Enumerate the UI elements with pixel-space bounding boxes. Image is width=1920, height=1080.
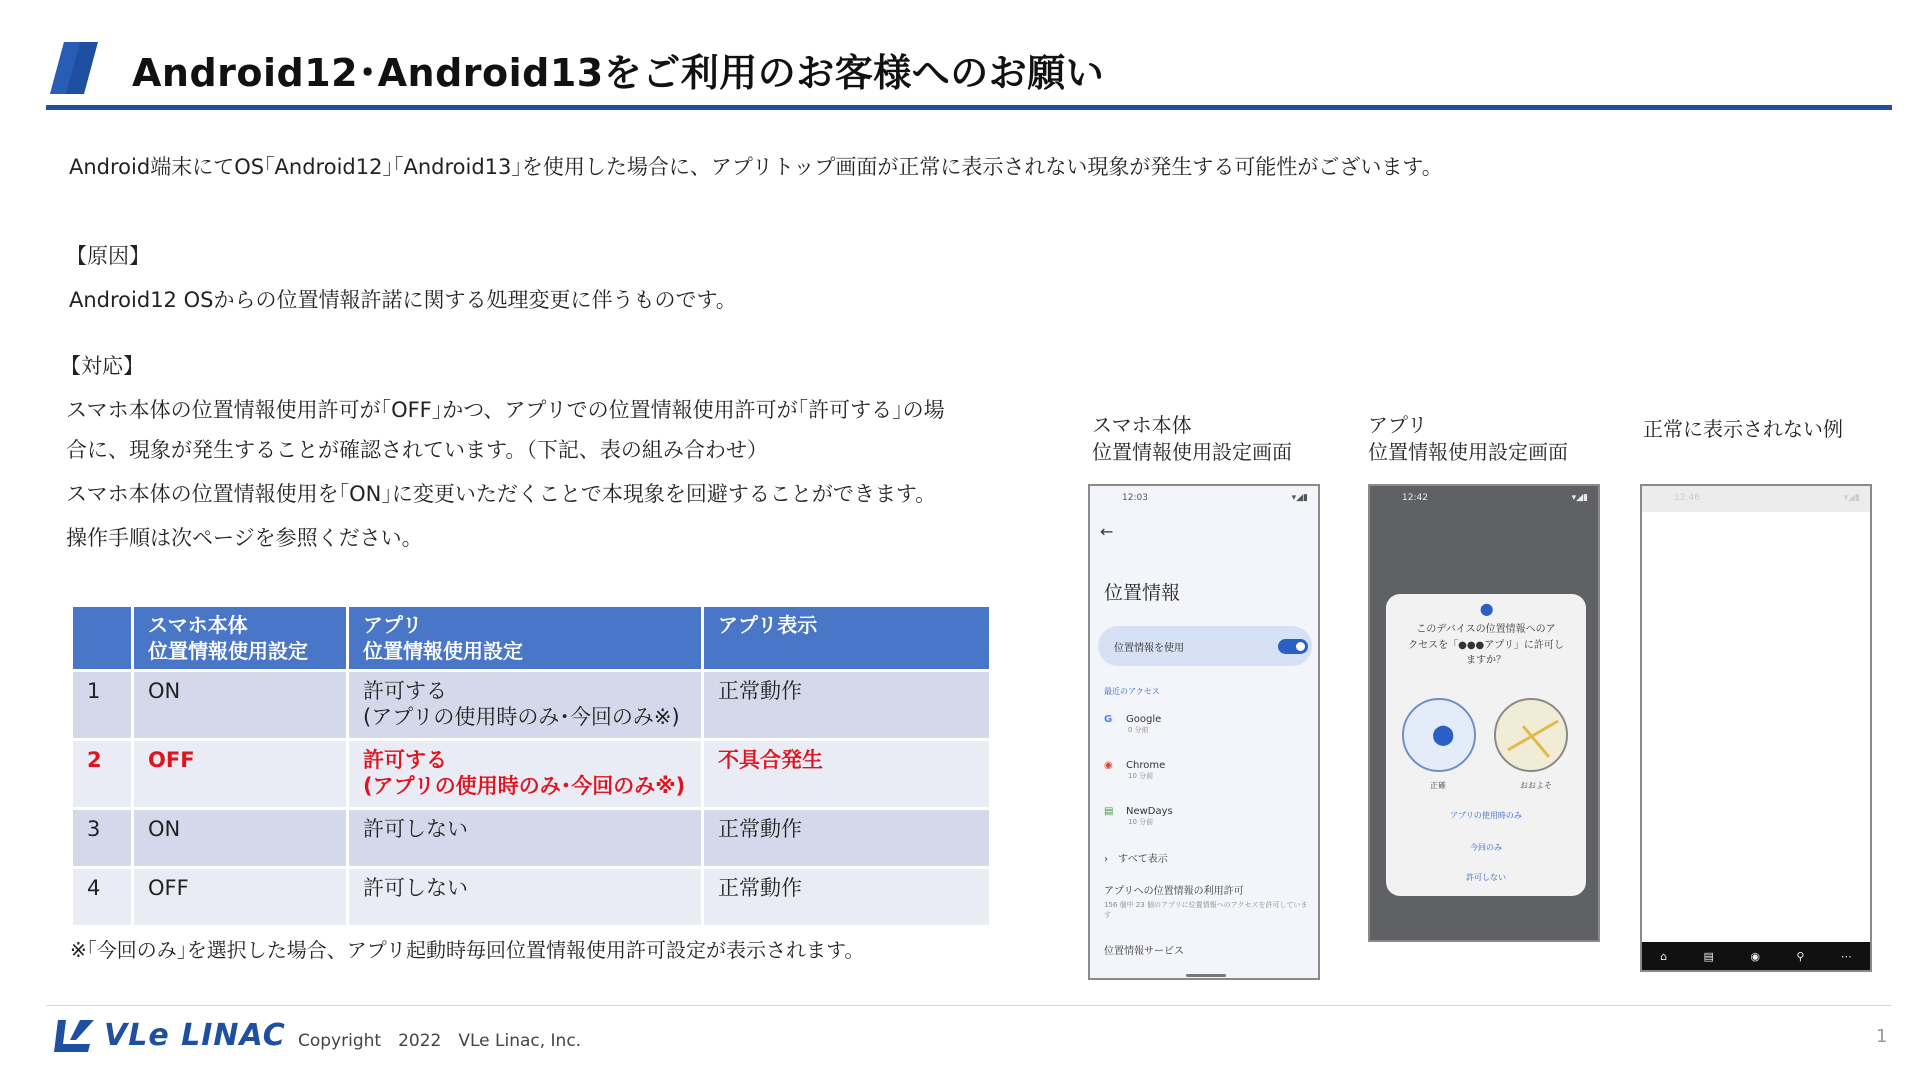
row-app-setting: 許可しない bbox=[349, 810, 701, 866]
response-line-3: スマホ本体の位置情報使用を｢ON｣に変更いただくことで本現象を回避することができます。 bbox=[66, 482, 937, 506]
question-line-3: ますか？ bbox=[1466, 655, 1506, 666]
row-app-setting: 許可しない bbox=[349, 869, 701, 925]
title-divider bbox=[46, 105, 1892, 110]
row-app-display: 不具合発生 bbox=[704, 741, 989, 807]
row-app-line-2: (アプリの使用時のみ･今回のみ※) bbox=[363, 774, 686, 799]
status-bar bbox=[1090, 486, 1318, 512]
location-icon: ⚲ bbox=[1796, 949, 1805, 963]
row-device-setting: OFF bbox=[134, 741, 346, 807]
use-location-label: 位置情報を使用 bbox=[1114, 643, 1184, 654]
table-row-alert bbox=[73, 741, 989, 807]
use-location-row bbox=[1098, 626, 1312, 666]
question-line-2: クセスを「●●●アプリ」に許可し bbox=[1408, 639, 1564, 651]
row-app-line-1: 許可する bbox=[363, 679, 447, 703]
status-time: 12:46 bbox=[1674, 493, 1700, 503]
status-bar bbox=[1370, 486, 1598, 512]
app-meta: 0 分前 bbox=[1128, 726, 1149, 734]
google-icon: G bbox=[1104, 714, 1113, 725]
cause-label: 【原因】 bbox=[66, 244, 150, 268]
location-services-item: 位置情報サービス bbox=[1104, 946, 1184, 957]
status-time: 12:03 bbox=[1122, 493, 1148, 503]
gesture-bar bbox=[1186, 974, 1226, 977]
caption-device-line-1: スマホ本体 bbox=[1092, 413, 1192, 437]
permission-description: 156 個中 23 個のアプリに位置情報へのアクセスを許可しています bbox=[1104, 901, 1308, 919]
permission-dialog bbox=[1386, 594, 1586, 896]
precise-label: 正確 bbox=[1430, 781, 1446, 790]
location-title: 位置情報 bbox=[1104, 582, 1181, 604]
header-app-setting bbox=[349, 607, 701, 669]
row-app-display: 正常動作 bbox=[704, 810, 989, 866]
row-number: 4 bbox=[73, 869, 131, 925]
response-label: 【対応】 bbox=[60, 354, 144, 378]
header-number bbox=[73, 607, 131, 669]
device-settings-screenshot bbox=[1088, 484, 1320, 980]
caption-app-settings bbox=[1368, 412, 1568, 466]
toggle-on-icon bbox=[1278, 639, 1308, 654]
copyright: Copyright 2022 VLe Linac, Inc. bbox=[298, 1031, 582, 1051]
caption-app-line-2: 位置情報使用設定画面 bbox=[1368, 440, 1568, 464]
recent-app-item bbox=[1104, 806, 1173, 827]
company-logo-icon bbox=[54, 1020, 94, 1052]
signal-battery-icon: ▾◢▮ bbox=[1571, 493, 1588, 503]
caption-app-line-1: アプリ bbox=[1368, 413, 1428, 437]
page-number: 1 bbox=[1876, 1026, 1888, 1047]
settings-table bbox=[70, 604, 992, 928]
row-app-setting bbox=[349, 672, 701, 738]
signal-battery-icon: ▾◢▮ bbox=[1291, 493, 1308, 503]
back-arrow-icon: ← bbox=[1100, 522, 1114, 541]
permission-question bbox=[1398, 622, 1574, 669]
status-time: 12:42 bbox=[1402, 493, 1428, 503]
row-number: 3 bbox=[73, 810, 131, 866]
response-line-1: スマホ本体の位置情報使用許可が｢OFF｣かつ、アプリでの位置情報使用許可が｢許可する｣の場 bbox=[66, 398, 945, 422]
broken-display-screenshot bbox=[1640, 484, 1872, 972]
table-header-row bbox=[73, 607, 989, 669]
row-app-line-1: 許可する bbox=[363, 748, 447, 772]
page-title: Android12･Android13をご利用のお客様へのお願い bbox=[132, 51, 1105, 95]
approximate-label: おおよそ bbox=[1520, 781, 1552, 790]
app-meta: 10 分前 bbox=[1128, 818, 1154, 826]
app-meta: 10 分前 bbox=[1128, 772, 1154, 780]
footer-divider bbox=[46, 1005, 1892, 1006]
see-all-link: › すべて表示 bbox=[1104, 854, 1168, 865]
bottom-nav bbox=[1642, 942, 1870, 970]
title-parallelogram-icon bbox=[50, 42, 98, 94]
row-app-line-2: (アプリの使用時のみ･今回のみ※) bbox=[363, 705, 680, 730]
recent-app-item bbox=[1104, 760, 1165, 781]
caption-broken-example bbox=[1643, 416, 1843, 443]
footnote: ※｢今回のみ｣を選択した場合、アプリ起動時毎回位置情報使用許可設定が表示されます。 bbox=[70, 938, 865, 962]
only-this-time-option: 今回のみ bbox=[1470, 843, 1502, 852]
table-row bbox=[73, 869, 989, 925]
header-device-line-1: スマホ本体 bbox=[148, 613, 248, 637]
company-logo-text: VLe LINAC bbox=[104, 1018, 286, 1053]
row-app-display: 正常動作 bbox=[704, 869, 989, 925]
caption-broken-line-1: 正常に表示されない例 bbox=[1643, 417, 1843, 441]
table-row bbox=[73, 672, 989, 738]
row-device-setting: OFF bbox=[134, 869, 346, 925]
caption-device-line-2: 位置情報使用設定画面 bbox=[1092, 440, 1292, 464]
recent-app-item bbox=[1104, 714, 1161, 735]
intro-text: Android端末にてOS｢Android12｣｢Android13｣を使用した場合に、アプリトップ画面が正常に表示されない現象が発生する可能性がございます。 bbox=[69, 155, 1443, 179]
row-device-setting: ON bbox=[134, 810, 346, 866]
home-icon: ⌂ bbox=[1660, 949, 1668, 963]
status-bar bbox=[1642, 486, 1870, 512]
precise-map-icon bbox=[1402, 698, 1476, 772]
map-road bbox=[1522, 725, 1550, 758]
header-device-setting bbox=[134, 607, 346, 669]
app-name: Chrome bbox=[1126, 760, 1166, 771]
chrome-icon: ◉ bbox=[1104, 760, 1113, 771]
location-pin-icon: ⬤ bbox=[1480, 602, 1494, 616]
app-permission-screenshot bbox=[1368, 484, 1600, 942]
row-device-setting: ON bbox=[134, 672, 346, 738]
row-number: 2 bbox=[73, 741, 131, 807]
newdays-icon: ▤ bbox=[1104, 806, 1114, 817]
response-line-4: 操作手順は次ページを参照ください。 bbox=[66, 526, 423, 550]
map-pin-icon: ⬤ bbox=[1432, 722, 1455, 746]
header-app-line-1: アプリ bbox=[363, 613, 423, 637]
approximate-map-icon bbox=[1494, 698, 1568, 772]
table-row bbox=[73, 810, 989, 866]
question-line-1: このデバイスの位置情報へのア bbox=[1416, 624, 1556, 635]
row-app-display: 正常動作 bbox=[704, 672, 989, 738]
response-line-2: 合に、現象が発生することが確認されています。（下記、表の組み合わせ） bbox=[66, 438, 768, 462]
caption-device-settings bbox=[1092, 412, 1292, 466]
while-using-option: アプリの使用時のみ bbox=[1450, 811, 1522, 820]
permission-title: アプリへの位置情報の利用許可 bbox=[1104, 886, 1244, 897]
more-icon: ⋯ bbox=[1840, 949, 1852, 963]
app-name: Google bbox=[1126, 714, 1162, 725]
cause-text: Android12 OSからの位置情報許諾に関する処理変更に伴うものです。 bbox=[69, 288, 737, 312]
chat-icon: ◉ bbox=[1750, 949, 1760, 963]
recent-access-label: 最近のアクセス bbox=[1104, 687, 1160, 696]
header-app-display: アプリ表示 bbox=[704, 607, 989, 669]
header-app-line-2: 位置情報使用設定 bbox=[363, 639, 523, 663]
list-icon: ▤ bbox=[1703, 949, 1714, 963]
app-name: NewDays bbox=[1126, 806, 1173, 817]
row-number: 1 bbox=[73, 672, 131, 738]
header-device-line-2: 位置情報使用設定 bbox=[148, 639, 308, 663]
deny-option: 許可しない bbox=[1466, 873, 1506, 882]
signal-battery-icon: ▾◢▮ bbox=[1843, 493, 1860, 503]
row-app-setting bbox=[349, 741, 701, 807]
app-permission-item bbox=[1104, 882, 1314, 920]
